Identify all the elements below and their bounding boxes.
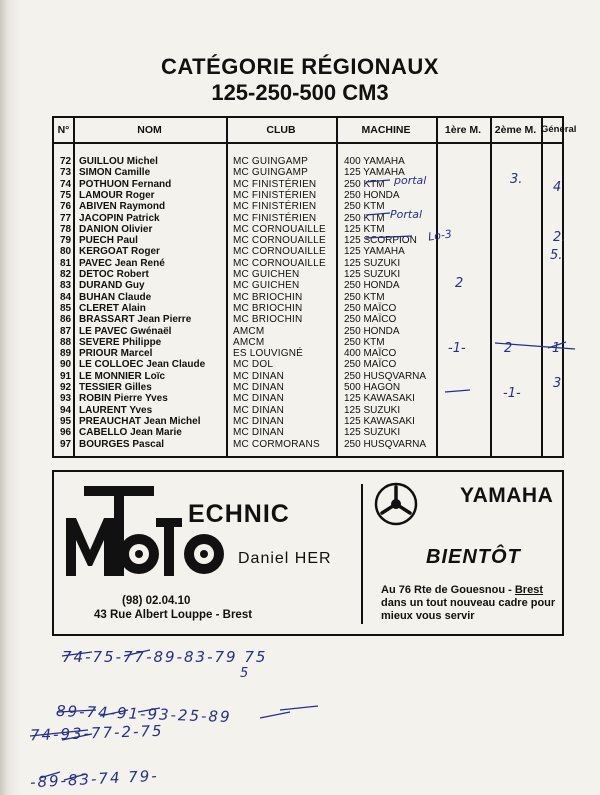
rider-number: 78 xyxy=(60,223,72,235)
rider-number: 93 xyxy=(60,393,72,405)
header-club: CLUB xyxy=(266,124,296,136)
rider-name: PRIOUR Marcel xyxy=(79,348,153,360)
rider-machine: 250 HONDA xyxy=(344,280,400,292)
rider-number: 90 xyxy=(60,359,72,371)
rider-machine: 125 SUZUKI xyxy=(344,257,401,269)
rider-club: MC GUICHEN xyxy=(233,269,300,280)
handwritten-second-run-89: 2 xyxy=(504,341,513,356)
rider-number: 76 xyxy=(60,201,72,213)
rider-machine: 250 KTM xyxy=(344,201,385,213)
rider-number: 91 xyxy=(60,370,72,382)
rider-name: BOURGES Pascal xyxy=(79,438,165,450)
rider-number: 75 xyxy=(60,189,72,201)
rider-number: 83 xyxy=(60,280,72,292)
rider-number: 97 xyxy=(60,438,72,450)
rider-club: MC DINAN xyxy=(233,393,285,405)
rider-number: 74 xyxy=(60,178,72,190)
rider-machine: 125 YAMAHA xyxy=(344,167,405,179)
rider-name: LE COLLOEC Jean Claude xyxy=(79,359,206,371)
rider-club: MC FINISTÉRIEN xyxy=(233,212,317,224)
header-general: Général xyxy=(541,124,577,135)
handwritten-line-1b: 5 xyxy=(240,666,249,681)
new-address-line2: dans un tout nouveau cadre pour xyxy=(381,597,556,609)
rider-name: LAURENT Yves xyxy=(79,404,153,416)
rider-club: MC CORNOUAILLE xyxy=(233,246,326,258)
new-address-city: Brest xyxy=(514,584,543,596)
rider-name: CLERET Alain xyxy=(79,302,146,314)
handwritten-general-89: 1 xyxy=(552,341,561,356)
rider-name: LE MONNIER Loïc xyxy=(79,370,166,382)
header-second-run: 2ème M. xyxy=(494,124,537,136)
rider-club: MC CORNOUAILLE xyxy=(233,223,326,235)
rider-name: TESSIER Gilles xyxy=(79,382,152,393)
rider-club: MC CORMORANS xyxy=(233,438,320,450)
rider-club: MC FINISTÉRIEN xyxy=(233,189,317,201)
rider-club: MC DINAN xyxy=(233,370,285,382)
rider-number: 77 xyxy=(60,212,72,224)
rider-club: AMCM xyxy=(233,336,265,348)
rider-number: 89 xyxy=(60,348,72,360)
rider-club: MC DINAN xyxy=(233,404,285,416)
rider-name: ROBIN Pierre Yves xyxy=(79,393,168,405)
rider-number: 88 xyxy=(60,336,72,348)
handwritten-general-81: 5. xyxy=(550,248,563,263)
shop-address: 43 Rue Albert Louppe - Brest xyxy=(94,609,253,621)
rider-number: 96 xyxy=(60,427,72,439)
rider-machine: 250 HUSQVARNA xyxy=(344,370,427,382)
rider-machine: 125 KAWASAKI xyxy=(344,393,415,405)
rider-machine: 250 MAÏCO xyxy=(344,359,397,371)
handwritten-general-92: 3 xyxy=(553,376,562,391)
rider-number: 80 xyxy=(60,246,72,258)
rider-number: 84 xyxy=(60,291,72,303)
handwritten-general-74: 4 xyxy=(553,180,562,195)
handwritten-first-run-83: 2 xyxy=(455,276,464,291)
rider-name: SEVERE Philippe xyxy=(79,336,162,348)
header-first-run: 1ère M. xyxy=(444,124,482,136)
rider-machine: 125 SCORPION xyxy=(344,235,417,247)
handwritten-general-79: 2. xyxy=(553,230,566,245)
owner-name: Daniel HER xyxy=(238,550,332,567)
rider-club: MC DINAN xyxy=(233,382,285,393)
new-address-line3: mieux vous servir xyxy=(381,610,475,622)
rider-machine: 250 KTM xyxy=(344,212,385,224)
rider-name: BRASSART Jean Pierre xyxy=(79,314,192,326)
rider-number: 85 xyxy=(60,302,72,314)
rider-machine: 125 SUZUKI xyxy=(344,269,401,280)
rider-club: MC DINAN xyxy=(233,427,285,439)
handwritten-note-79: Lo-3 xyxy=(427,227,453,244)
rider-machine: 500 HAGON xyxy=(344,382,401,393)
rider-club: MC CORNOUAILLE xyxy=(233,257,326,269)
handwritten-portal-74: portal xyxy=(394,174,427,187)
rider-club: MC BRIOCHIN xyxy=(233,314,303,326)
rider-machine: 400 YAMAHA xyxy=(344,156,405,167)
rider-club: MC FINISTÉRIEN xyxy=(233,178,317,190)
rider-machine: 250 HONDA xyxy=(344,189,400,201)
rider-club: MC GUINGAMP xyxy=(233,156,308,167)
rider-machine: 250 KTM xyxy=(344,178,385,190)
rider-name: DURAND Guy xyxy=(79,280,145,292)
rider-machine: 125 SUZUKI xyxy=(344,427,401,439)
rider-number: 81 xyxy=(60,257,72,269)
rider-name: BUHAN Claude xyxy=(79,291,152,303)
rider-club: ES LOUVIGNÉ xyxy=(233,348,303,360)
handwritten-first-run-89: -1- xyxy=(448,341,466,356)
rider-name: CABELLO Jean Marie xyxy=(79,427,182,439)
handwritten-line-3: 74-93-77-2-75 xyxy=(29,721,164,745)
header-num: N° xyxy=(57,124,70,136)
coming-soon: BIENTÔT xyxy=(426,546,521,568)
rider-machine: 250 HUSQVARNA xyxy=(344,438,427,450)
header-nom: NOM xyxy=(137,124,162,136)
header-machine: MACHINE xyxy=(361,124,411,136)
technic-wordmark: ECHNIC xyxy=(188,500,290,528)
handwritten-line-4: -89-83-74 79- xyxy=(29,766,160,792)
page-title: CATÉGORIE RÉGIONAUX xyxy=(160,54,439,79)
rider-name: GUILLOU Michel xyxy=(79,156,158,167)
rider-club: AMCM xyxy=(233,325,265,337)
rider-name: SIMON Camille xyxy=(79,167,151,179)
rider-number: 86 xyxy=(60,314,72,326)
rider-machine: 400 MAÏCO xyxy=(344,348,397,360)
rider-number: 87 xyxy=(60,325,72,337)
rider-number: 82 xyxy=(60,269,72,280)
rider-club: MC CORNOUAILLE xyxy=(233,235,326,247)
rider-machine: 250 KTM xyxy=(344,291,385,303)
rider-number: 92 xyxy=(60,382,72,393)
rider-club: MC DINAN xyxy=(233,415,285,427)
rider-name: DANION Olivier xyxy=(79,223,153,235)
handwritten-second-run-74: 3. xyxy=(510,172,523,187)
rider-number: 94 xyxy=(60,404,72,416)
rider-name: ABIVEN Raymond xyxy=(79,201,166,213)
rider-club: MC BRIOCHIN xyxy=(233,302,303,314)
rider-machine: 125 KTM xyxy=(344,223,385,235)
rider-number: 79 xyxy=(60,235,72,247)
handwritten-line-1: 74-75-77-89-83-79 75 xyxy=(62,648,268,666)
rider-name: JACOPIN Patrick xyxy=(79,212,160,224)
rider-name: LE PAVEC Gwénaël xyxy=(79,325,172,337)
handwritten-line-2: 89-74-91-93-25-89 xyxy=(55,701,232,727)
rider-number: 73 xyxy=(60,167,72,179)
rider-number: 95 xyxy=(60,415,72,427)
rider-machine: 250 HONDA xyxy=(344,325,400,337)
rider-machine: 250 MAÏCO xyxy=(344,314,397,326)
rider-club: MC FINISTÉRIEN xyxy=(233,201,317,213)
rider-name: PREAUCHAT Jean Michel xyxy=(79,415,201,427)
handwritten-portal-77: Portal xyxy=(390,208,422,221)
rider-club: MC DOL xyxy=(233,359,274,371)
handwritten-second-run-93: -1- xyxy=(503,386,521,401)
rider-name: LAMOUR Roger xyxy=(79,189,155,201)
rider-name: PAVEC Jean René xyxy=(79,257,165,269)
rider-machine: 125 YAMAHA xyxy=(344,246,405,258)
new-address-prefix: Au 76 Rte de Gouesnou - xyxy=(381,584,515,596)
page-subtitle: 125-250-500 CM3 xyxy=(211,80,389,105)
brand-name: YAMAHA xyxy=(460,484,554,507)
rider-name: PUECH Paul xyxy=(79,235,138,247)
rider-club: MC BRIOCHIN xyxy=(233,291,303,303)
rider-machine: 125 SUZUKI xyxy=(344,404,401,416)
rider-machine: 125 KAWASAKI xyxy=(344,415,415,427)
shop-phone: (98) 02.04.10 xyxy=(122,595,191,607)
rider-name: POTHUON Fernand xyxy=(79,178,172,190)
rider-name: KERGOAT Roger xyxy=(79,246,160,258)
rider-club: MC GUICHEN xyxy=(233,280,300,292)
rider-number: 72 xyxy=(60,156,72,167)
rider-club: MC GUINGAMP xyxy=(233,167,308,179)
rider-name: DETOC Robert xyxy=(79,269,149,280)
rider-machine: 250 MAÏCO xyxy=(344,302,397,314)
rider-machine: 250 KTM xyxy=(344,336,385,348)
